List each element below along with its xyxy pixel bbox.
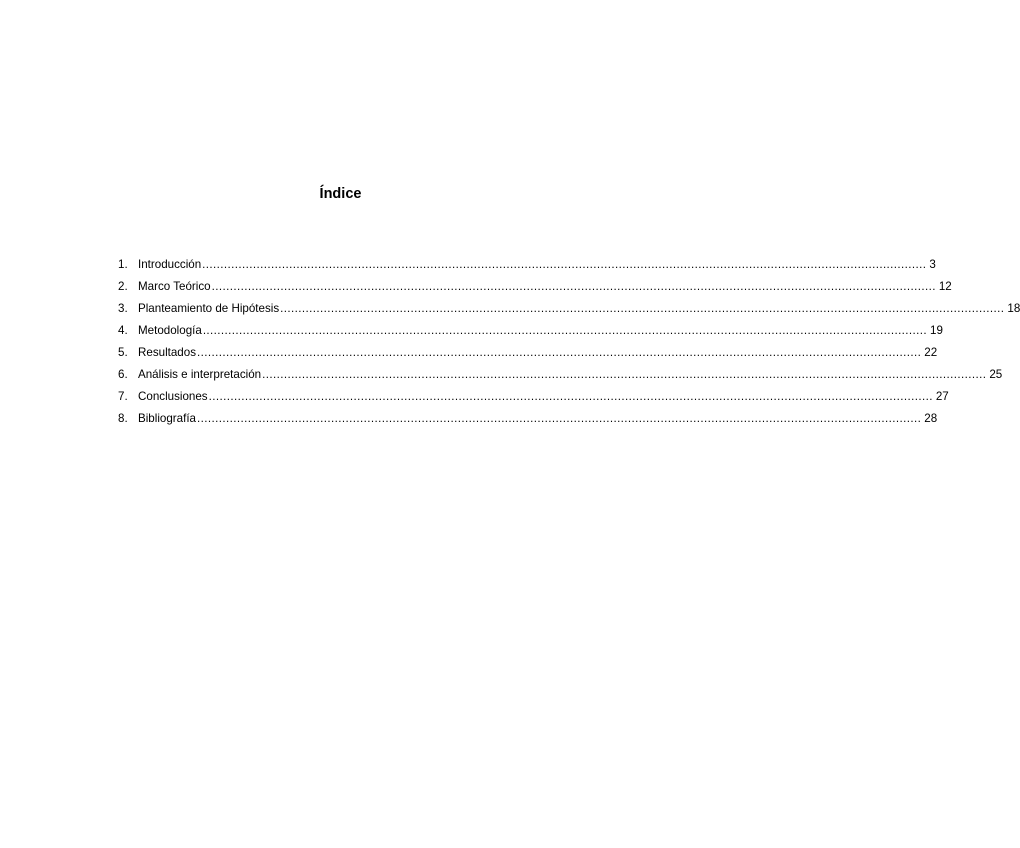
toc-item-analisis[interactable] [118, 364, 1003, 386]
toc-item-label: Resultados [138, 346, 197, 359]
toc-dot-leader: ........................................................................................................................................................................................................ [197, 412, 922, 425]
table-of-contents [118, 254, 1020, 430]
toc-dot-leader: ........................................................................................................................................................................................................ [202, 324, 928, 337]
toc-item-number: 2. [118, 280, 128, 293]
toc-item-page: 25 [989, 368, 1003, 381]
toc-item-page: 22 [924, 346, 938, 359]
toc-item-number: 6. [118, 368, 128, 381]
toc-item-page: 28 [924, 412, 938, 425]
toc-item-resultados[interactable] [118, 342, 938, 364]
toc-item-page: 12 [938, 280, 952, 293]
toc-item-label: Análisis e interpretación [138, 368, 262, 381]
toc-item-introduccion[interactable] [118, 254, 936, 276]
toc-item-page: 27 [935, 390, 949, 403]
toc-item-label: Planteamiento de Hipótesis [138, 302, 280, 315]
toc-item-label: Metodología [138, 324, 202, 337]
toc-item-label: Marco Teórico [138, 280, 211, 293]
toc-item-number: 8. [118, 412, 128, 425]
toc-dot-leader: ........................................................................................................................................................................................................ [280, 302, 1005, 315]
toc-item-label: Bibliografía [138, 412, 197, 425]
toc-item-metodologia[interactable] [118, 320, 943, 342]
toc-dot-leader: ........................................................................................................................................................................................................ [197, 346, 922, 359]
toc-item-number: 5. [118, 346, 128, 359]
toc-item-number: 3. [118, 302, 128, 315]
toc-item-marco-teorico[interactable] [118, 276, 952, 298]
toc-dot-leader: ........................................................................................................................................................................................................ [262, 368, 987, 381]
page-title: Índice [319, 186, 362, 202]
toc-item-planteamiento[interactable] [118, 298, 1020, 320]
toc-item-conclusiones[interactable] [118, 386, 949, 408]
toc-item-page: 3 [929, 258, 936, 271]
toc-dot-leader: ........................................................................................................................................................................................................ [208, 390, 933, 403]
toc-item-number: 4. [118, 324, 128, 337]
toc-dot-leader: ........................................................................................................................................................................................................ [202, 258, 927, 271]
toc-item-page: 18 [1007, 302, 1020, 315]
toc-item-label: Conclusiones [138, 390, 208, 403]
toc-item-number: 7. [118, 390, 128, 403]
toc-dot-leader: ........................................................................................................................................................................................................ [211, 280, 936, 293]
toc-item-number: 1. [118, 258, 128, 271]
toc-item-label: Introducción [138, 258, 202, 271]
toc-item-page: 19 [930, 324, 943, 337]
toc-item-bibliografia[interactable] [118, 408, 938, 430]
